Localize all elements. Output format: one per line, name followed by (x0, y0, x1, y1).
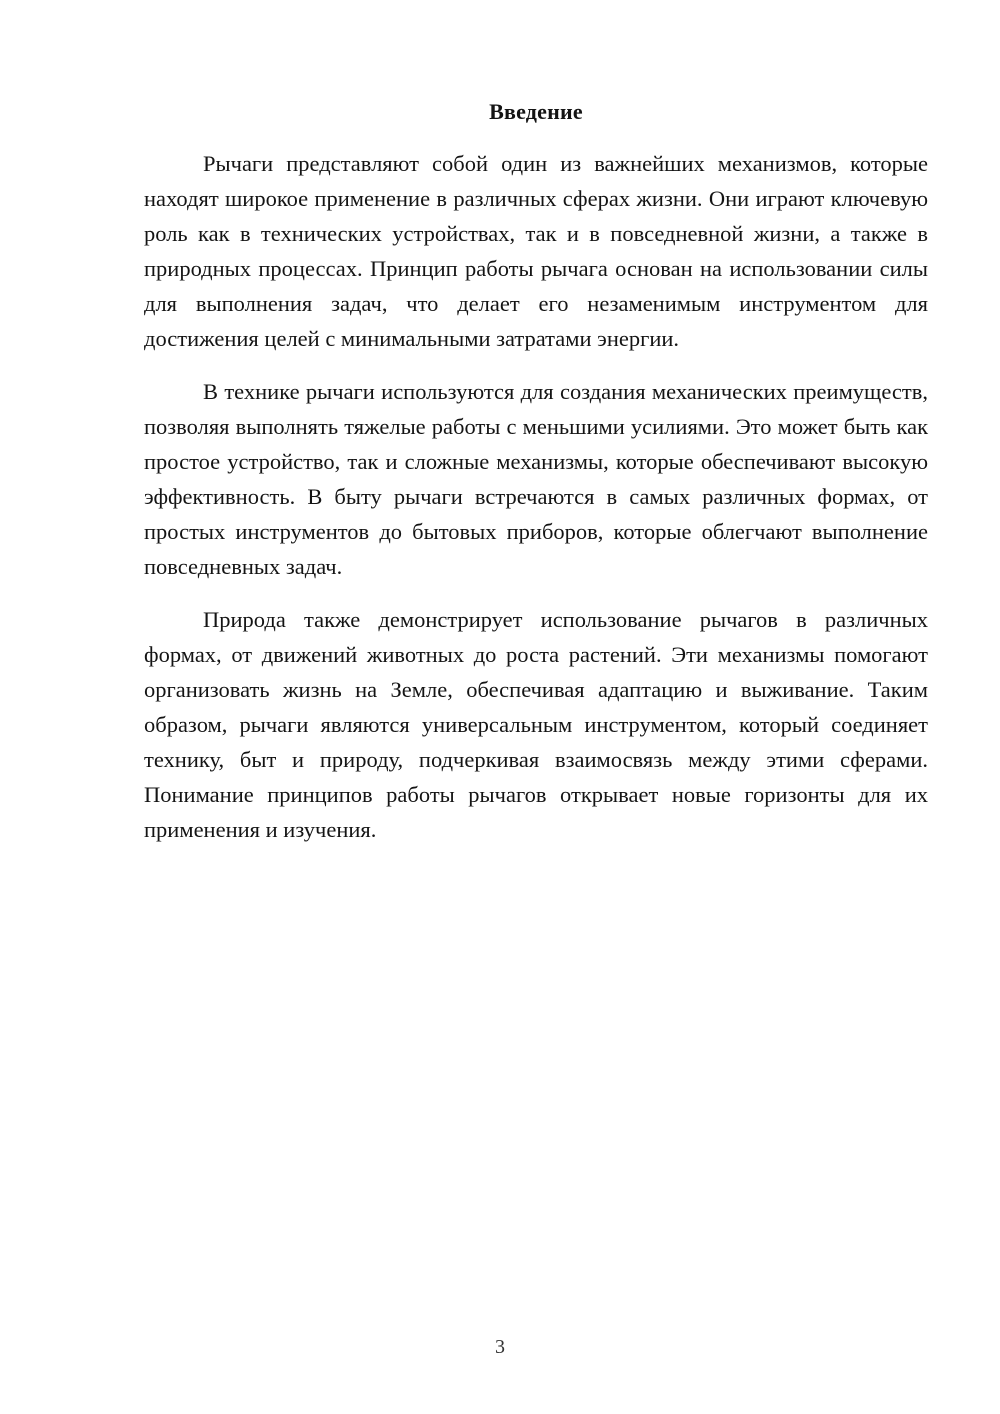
paragraph-1: Рычаги представляют собой один из важнейших механизмов, которые находят широкое применение в различных сферах жизни. Они играют ключевую роль как в технических устройствах, так и в повседневной жизни, а также в природных процессах. Принцип работы рычага основан на использовании силы для выполнения задач, что делает его незаменимым инструментом для достижения целей с минимальными затратами энергии. (144, 151, 928, 351)
page-content (144, 98, 928, 865)
section-title: Введение (489, 99, 583, 124)
paragraph-3: Природа также демонстрирует использование рычагов в различных формах, от движений животных до роста растений. Эти механизмы помогают организовать жизнь на Земле, обеспечивая адаптацию и выживание. Таким образом, рычаги являются универсальным инструментом, который соединяет технику, быт и природу, подчеркивая взаимосвязь между этими сферами. Понимание принципов работы рычагов открывает новые горизонты для их применения и изучения. (144, 607, 928, 842)
page-number: 3 (495, 1336, 505, 1358)
paragraph-2: В технике рычаги используются для создания механических преимуществ, позволяя выполнять тяжелые работы с меньшими усилиями. Это может быть как простое устройство, так и сложные механизмы, которые обеспечивают высокую эффективность. В быту рычаги встречаются в самых различных формах, от простых инструментов до бытовых приборов, которые облегчают выполнение повседневных задач. (144, 379, 928, 579)
